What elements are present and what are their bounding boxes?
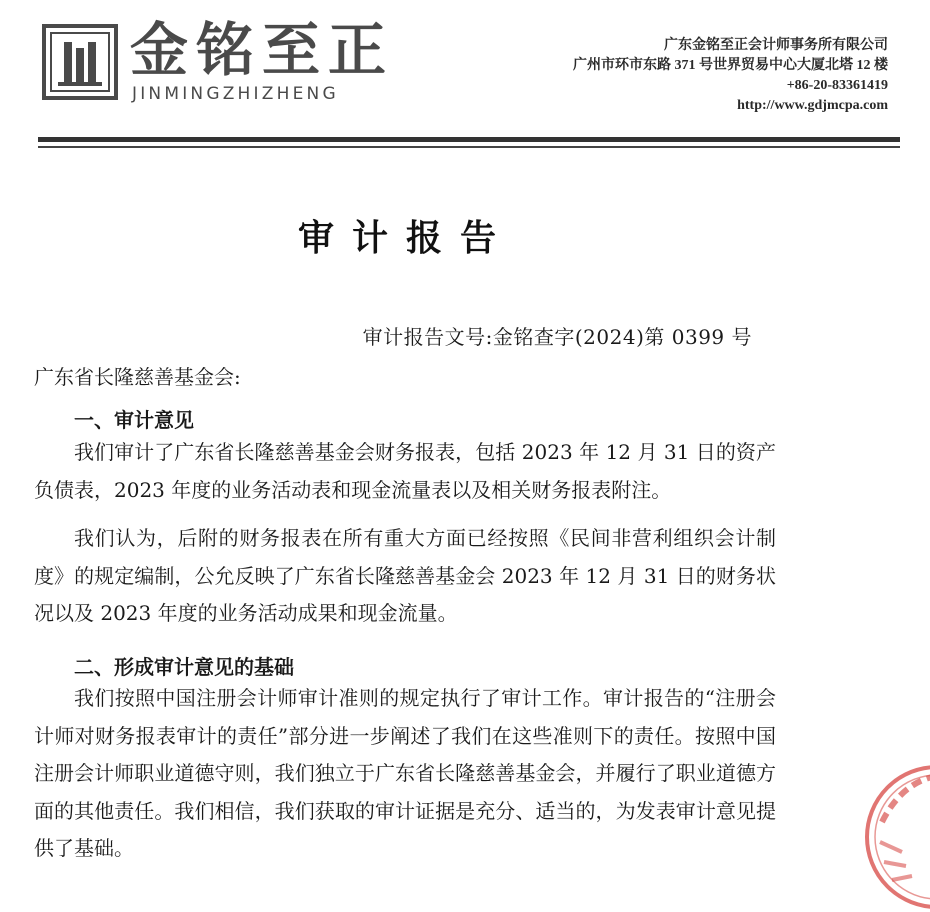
logo-english-wordmark: JINMINGZHIZHENG [132, 84, 339, 104]
header-divider-thin [38, 146, 900, 148]
company-seal-icon [862, 762, 930, 912]
paragraph-basis: 我们按照中国注册会计师审计准则的规定执行了审计工作。审计报告的“注册会计师对财务报表审计的责任”部分进一步阐述了我们在这些准则下的责任。按照中国注册会计师职业道德守则，我们独立于广东省长隆慈善基金会，并履行了职业道德方面的其他责任。我们相信，我们获取的审计证据是充分、适当的，为发表审计意见提供了基础。 [34, 686, 776, 860]
report-number: 审计报告文号:金铭查字(2024)第 0399 号 [362, 325, 752, 349]
firm-website[interactable]: http://www.gdjmcpa.com [737, 98, 888, 113]
paragraph-opinion-statement: 我们认为，后附的财务报表在所有重大方面已经按照《民间非营利组织会计制度》的规定编制，公允反映了广东省长隆慈善基金会 2023 年 12 月 31 日的财务状况以及 2023 年度的业务活动成果和现金流量。 [34, 526, 776, 625]
section-heading-basis: 二、形成审计意见的基础 [74, 655, 294, 679]
firm-address: 广州市环市东路 371 号世界贸易中心大厦北塔 12 楼 [573, 58, 888, 73]
firm-name: 广东金铭至正会计师事务所有限公司 [664, 38, 888, 53]
header-divider-thick [38, 137, 900, 142]
section-heading-opinion: 一、审计意见 [74, 408, 194, 432]
firm-phone: +86-20-83361419 [786, 78, 888, 93]
report-title: 审计报告 [297, 218, 514, 259]
firm-contact-block [573, 36, 888, 116]
paragraph-opinion-scope: 我们审计了广东省长隆慈善基金会财务报表，包括 2023 年 12 月 31 日的资产负债表，2023 年度的业务活动表和现金流量表以及相关财务报表附注。 [34, 440, 776, 502]
logo-chinese-wordmark: 金铭至正 [130, 16, 395, 84]
addressee: 广东省长隆慈善基金会: [34, 365, 241, 389]
firm-logo-icon [42, 24, 118, 100]
